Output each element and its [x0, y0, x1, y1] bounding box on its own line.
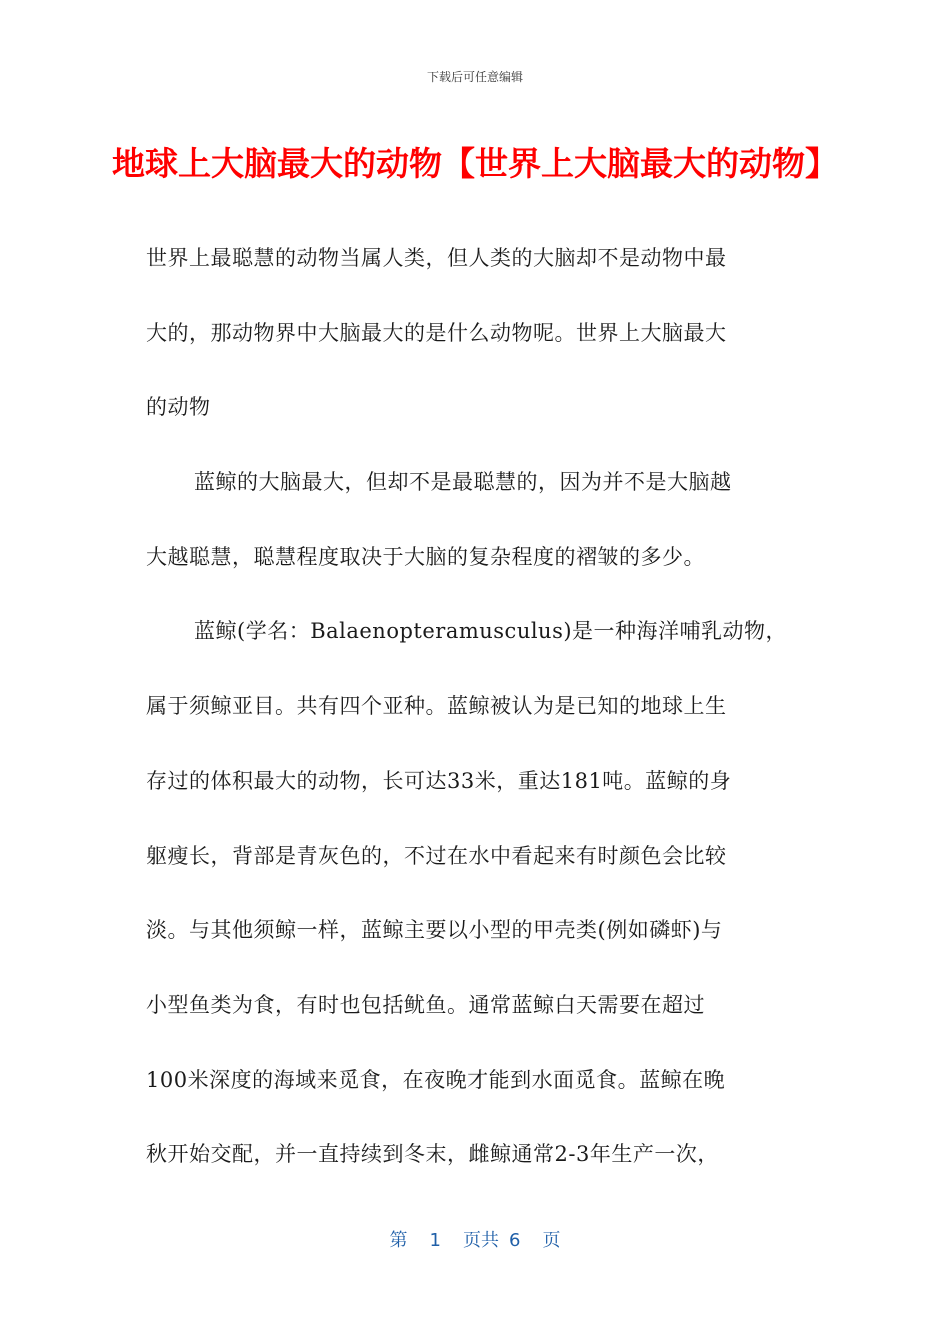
footer-total-pages: 6 [509, 1230, 521, 1251]
body-line: 属于须鲸亚目。共有四个亚种。蓝鲸被认为是已知的地球上生 [146, 694, 727, 719]
body-line: 蓝鲸(学名：Balaenopteramusculus)是一种海洋哺乳动物， [194, 619, 788, 644]
body-line: 的动物 [146, 395, 211, 420]
page-header-note: 下载后可任意编辑 [426, 70, 523, 84]
body-line: 世界上最聪慧的动物当属人类，但人类的大脑却不是动物中最 [146, 246, 727, 270]
document-body [146, 244, 812, 1215]
document-title: 地球上大脑最大的动物【世界上大脑最大的动物】 [112, 144, 838, 183]
body-line: 躯瘦长，背部是青灰色的，不过在水中看起来有时颜色会比较 [146, 843, 727, 868]
page-footer [0, 1226, 950, 1252]
body-line: 蓝鲸的大脑最大，但却不是最聪慧的，因为并不是大脑越 [194, 470, 732, 495]
footer-prefix: 第 [389, 1230, 408, 1251]
body-line: 小型鱼类为食，有时也包括鱿鱼。通常蓝鲸白天需要在超过 [146, 992, 705, 1017]
body-line: 淡。与其他须鲸一样，蓝鲸主要以小型的甲壳类(例如磷虾)与 [146, 918, 723, 943]
footer-suffix: 页 [542, 1230, 561, 1251]
footer-middle: 页共 [463, 1230, 499, 1251]
body-line: 秋开始交配，并一直持续到冬末，雌鲸通常2-3年生产一次， [146, 1142, 719, 1167]
body-line: 大的，那动物界中大脑最大的是什么动物呢。世界上大脑最大 [146, 320, 727, 345]
footer-page-number: 1 [429, 1230, 441, 1251]
body-line: 100米深度的海域来觅食，在夜晚才能到水面觅食。蓝鲸在晚 [146, 1067, 726, 1092]
body-line: 大越聪慧，聪慧程度取决于大脑的复杂程度的褶皱的多少。 [146, 544, 705, 569]
body-line: 存过的体积最大的动物，长可达33米，重达181吨。蓝鲸的身 [146, 768, 732, 793]
